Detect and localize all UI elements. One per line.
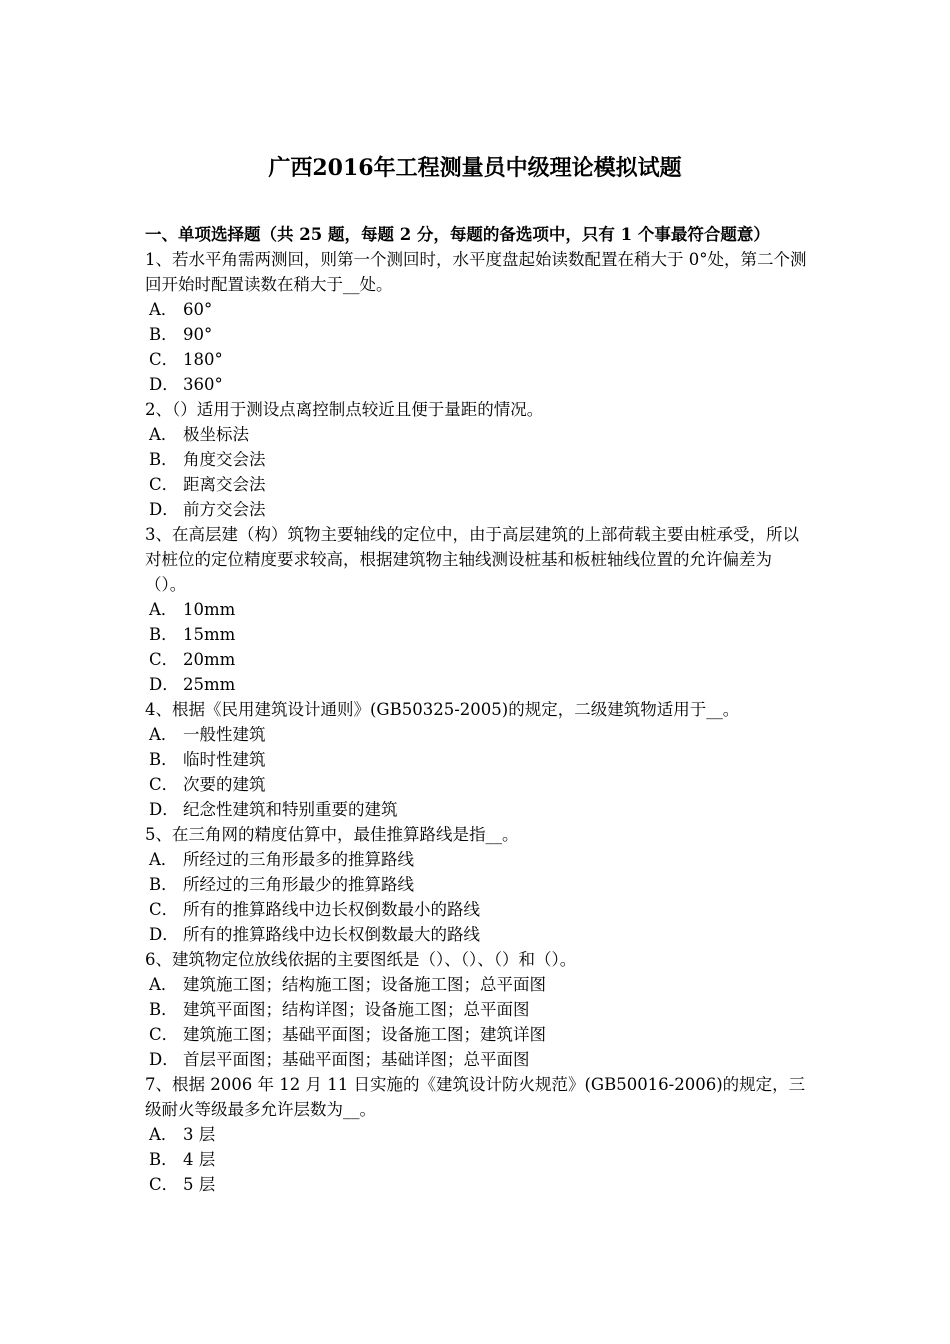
option-key: A． [149,425,178,444]
question-2 [145,397,810,522]
option-key: D． [149,925,179,944]
option-text: 角度交会法 [183,450,266,469]
option-item [145,1047,810,1072]
option-key: C． [149,650,179,669]
option-item [145,997,810,1022]
option-item [145,647,810,672]
question-text: 6、建筑物定位放线依据的主要图纸是（）、（）、（）和（）。 [145,950,577,969]
option-text: 所经过的三角形最少的推算路线 [183,875,414,894]
option-key: D． [149,375,179,394]
option-key: D． [149,675,179,694]
question-text: 3、在高层建（构）筑物主要轴线的定位中，由于高层建筑的上部荷载主要由桩承受，所以对桩位的定位精度要求较高，根据建筑物主轴线测设桩基和板桩轴线位置的允许偏差为（）。 [145,525,799,594]
question-3 [145,522,810,697]
option-text: 10mm [183,600,236,619]
option-item [145,447,810,472]
option-item [145,897,810,922]
option-text: 360° [183,375,223,394]
option-list [145,722,810,822]
option-text: 所有的推算路线中边长权倒数最小的路线 [183,900,480,919]
option-key: B． [149,1150,178,1169]
question-7 [145,1072,810,1197]
option-item [145,797,810,822]
option-text: 20mm [183,650,236,669]
question-list [145,247,810,1197]
option-text: 建筑施工图；结构施工图；设备施工图；总平面图 [183,975,546,994]
option-text: 5 层 [183,1175,216,1194]
option-text: 前方交会法 [183,500,266,519]
option-key: C． [149,775,179,794]
option-text: 临时性建筑 [183,750,266,769]
option-text: 建筑施工图；基础平面图；设备施工图；建筑详图 [183,1025,546,1044]
question-text: 1、若水平角需两测回，则第一个测回时，水平度盘起始读数配置在稍大于 0°处，第二个测回开始时配置读数在稍大于__处。 [145,250,807,294]
option-item [145,747,810,772]
question-6 [145,947,810,1072]
option-item [145,322,810,347]
option-item [145,472,810,497]
option-key: A． [149,725,178,744]
option-key: B． [149,750,178,769]
option-item [145,1172,810,1197]
option-key: A． [149,1125,178,1144]
option-text: 纪念性建筑和特别重要的建筑 [183,800,398,819]
option-text: 极坐标法 [183,425,249,444]
option-text: 距离交会法 [183,475,266,494]
option-item [145,847,810,872]
section-heading: 一、单项选择题（共 25 题，每题 2 分，每题的备选项中，只有 1 个事最符合题意） [145,225,770,244]
option-key: A． [149,975,178,994]
option-item [145,672,810,697]
option-key: C． [149,350,179,369]
option-item [145,1022,810,1047]
option-text: 60° [183,300,213,319]
question-1 [145,247,810,397]
option-key: B． [149,1000,178,1019]
page-title: 广西2016年工程测量员中级理论模拟试题 [268,155,682,181]
question-4 [145,697,810,822]
option-text: 次要的建筑 [183,775,266,794]
option-list [145,597,810,697]
option-item [145,922,810,947]
option-key: A． [149,850,178,869]
option-text: 所经过的三角形最多的推算路线 [183,850,414,869]
option-item [145,1147,810,1172]
option-list [145,847,810,947]
option-item [145,347,810,372]
option-text: 90° [183,325,213,344]
option-list [145,422,810,522]
option-item [145,772,810,797]
option-item [145,1122,810,1147]
option-key: C． [149,900,179,919]
option-key: D． [149,800,179,819]
option-item [145,872,810,897]
option-key: C． [149,1025,179,1044]
question-text: 4、根据《民用建筑设计通则》(GB50325-2005)的规定，二级建筑物适用于__。 [145,700,740,719]
option-key: B． [149,450,178,469]
option-key: A． [149,600,178,619]
question-text: 7、根据 2006 年 12 月 11 日实施的《建筑设计防火规范》(GB50016-2006)的规定，三级耐火等级最多允许层数为__。 [145,1075,806,1119]
document-body [145,222,810,1197]
option-item [145,297,810,322]
option-item [145,722,810,747]
question-5 [145,822,810,947]
option-text: 一般性建筑 [183,725,266,744]
option-text: 4 层 [183,1150,216,1169]
option-list [145,1122,810,1197]
option-key: D． [149,500,179,519]
option-key: B． [149,875,178,894]
option-key: A． [149,300,178,319]
option-text: 180° [183,350,223,369]
question-text: 5、在三角网的精度估算中，最佳推算路线是指__。 [145,825,519,844]
question-text: 2、（）适用于测设点离控制点较近且便于量距的情况。 [145,400,544,419]
option-item [145,422,810,447]
option-text: 15mm [183,625,236,644]
option-key: B． [149,625,178,644]
option-key: B． [149,325,178,344]
option-text: 3 层 [183,1125,216,1144]
option-key: C． [149,475,179,494]
option-key: D． [149,1050,179,1069]
option-text: 25mm [183,675,236,694]
option-text: 所有的推算路线中边长权倒数最大的路线 [183,925,480,944]
option-item [145,372,810,397]
option-text: 建筑平面图；结构详图；设备施工图；总平面图 [183,1000,530,1019]
option-item [145,497,810,522]
option-item [145,972,810,997]
option-list [145,972,810,1072]
option-list [145,297,810,397]
option-item [145,622,810,647]
option-text: 首层平面图；基础平面图；基础详图；总平面图 [183,1050,530,1069]
option-key: C． [149,1175,179,1194]
option-item [145,597,810,622]
